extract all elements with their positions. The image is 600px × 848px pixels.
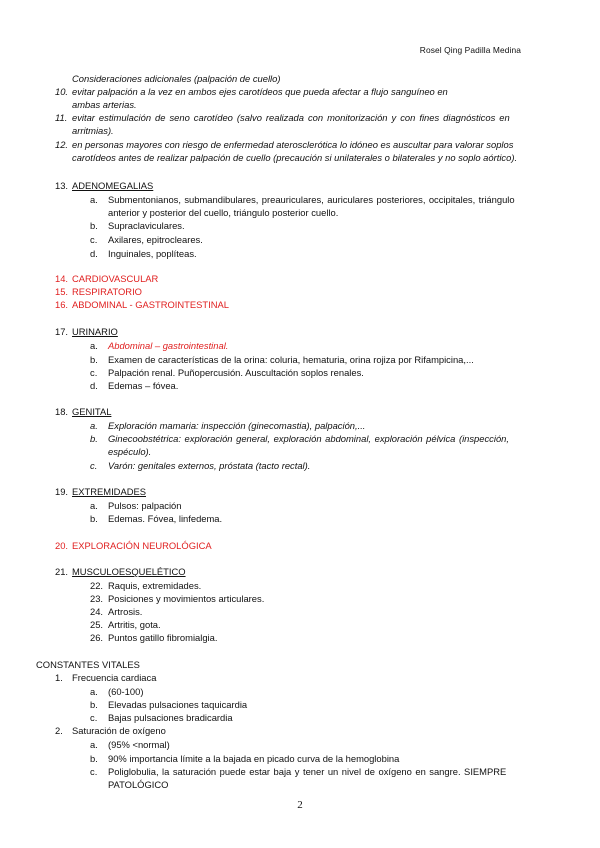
extremidades-b: Edemas. Fóvea, linfedema.	[108, 513, 223, 524]
item-letter: c.	[90, 460, 98, 471]
musculo-25: Artritis, gota.	[108, 619, 161, 630]
urinario-c: Palpación renal. Puñopercusión. Auscultación soplos renales.	[108, 367, 364, 378]
adenomegalias-a-line-1: Submentonianos, submandibulares, preauriculares, auriculares posteriores, occipitales, triángulo	[108, 194, 515, 205]
section-number: 19.	[55, 486, 69, 497]
section-number: 21.	[55, 566, 69, 577]
item-number: 26.	[90, 632, 104, 643]
sat-a: (95% <normal)	[108, 739, 170, 750]
sat-b: 90% importancia límite a la bajada en picado curva de la hemoglobina	[108, 753, 400, 764]
item-letter: b.	[90, 513, 98, 524]
fc-b: Elevadas pulsaciones taquicardia	[108, 699, 248, 710]
item-letter: c.	[90, 234, 98, 245]
section-title-neurologica: EXPLORACIÓN NEUROLÓGICA	[72, 540, 212, 551]
adenomegalias-c: Axilares, epitrocleares.	[108, 234, 203, 245]
item-number: 1.	[55, 672, 63, 683]
section-title-musculoesqueletico: MUSCULOESQUELÉTICO	[72, 566, 186, 577]
sat-c-line-2: PATOLÓGICO	[108, 779, 169, 790]
item-letter: a.	[90, 340, 98, 351]
item-letter: a.	[90, 500, 98, 511]
item-number: 23.	[90, 593, 104, 604]
item-10-line-2: ambas arterias.	[72, 99, 137, 110]
item-number: 10.	[55, 86, 69, 97]
urinario-d: Edemas – fóvea.	[108, 380, 179, 391]
item-10-line-1: evitar palpación a la vez en ambos ejes carotídeos que pueda afectar a flujo sanguíneo en	[72, 86, 448, 97]
item-12-line-1: en personas mayores con riesgo de enfermedad aterosclerótica lo idóneo es auscultar para valorar soplos	[72, 139, 514, 150]
item-letter: a.	[90, 194, 98, 205]
item-letter: b.	[90, 354, 98, 365]
constantes-title: CONSTANTES VITALES	[36, 659, 140, 670]
adenomegalias-b: Supraclaviculares.	[108, 220, 185, 231]
section-title-cardiovascular: CARDIOVASCULAR	[72, 273, 159, 284]
section-number: 17.	[55, 326, 69, 337]
item-letter: a.	[90, 686, 98, 697]
item-letter: c.	[90, 367, 98, 378]
item-letter: d.	[90, 380, 98, 391]
section-title-extremidades: EXTREMIDADES	[72, 486, 146, 497]
fc-c: Bajas pulsaciones bradicardia	[108, 712, 233, 723]
consideraciones-title: Consideraciones adicionales (palpación de cuello)	[72, 73, 281, 84]
item-letter: b.	[90, 220, 98, 231]
musculo-26: Puntos gatillo fibromialgia.	[108, 632, 218, 643]
sat-c-line-1: Poliglobulia, la saturación puede estar baja y tener un nivel de oxígeno en sangre. SIEMPRE	[108, 766, 507, 777]
item-letter: c.	[90, 766, 98, 777]
item-number: 25.	[90, 619, 104, 630]
musculo-24: Artrosis.	[108, 606, 143, 617]
item-letter: b.	[90, 699, 98, 710]
section-number: 14.	[55, 273, 69, 284]
item-letter: b.	[90, 753, 98, 764]
adenomegalias-d: Inguinales, poplíteas.	[108, 248, 197, 259]
page-number: 2	[297, 799, 303, 811]
list-item-10	[55, 86, 68, 98]
item-letter: a.	[90, 420, 98, 431]
extremidades-a: Pulsos: palpación	[108, 500, 182, 511]
item-number: 12.	[55, 139, 69, 150]
section-title-abdominal: ABDOMINAL - GASTROINTESTINAL	[72, 299, 229, 310]
fc-title: Frecuencia cardiaca	[72, 672, 157, 683]
genital-c: Varón: genitales externos, próstata (tacto rectal).	[108, 460, 311, 471]
section-number: 18.	[55, 406, 69, 417]
musculo-22: Raquis, extremidades.	[108, 580, 202, 591]
section-title-respiratorio: RESPIRATORIO	[72, 286, 142, 297]
section-title-genital: GENITAL	[72, 406, 112, 417]
section-title-urinario: URINARIO	[72, 326, 118, 337]
genital-a: Exploración mamaria: inspección (ginecomastia), palpación,...	[108, 420, 366, 431]
item-letter: b.	[90, 433, 98, 444]
section-number: 16.	[55, 299, 69, 310]
item-number: 22.	[90, 580, 104, 591]
item-12-line-2: carotídeos antes de realizar palpación de cuello (precaución si unilaterales o bilaterales y no soplo aórtico).	[72, 152, 518, 163]
urinario-b: Examen de características de la orina: coluria, hematuria, orina rojiza por Rifampicina,...	[108, 354, 474, 365]
item-letter: d.	[90, 248, 98, 259]
adenomegalias-a-line-2: anterior y posterior del cuello, triángulo posterior cuello.	[108, 207, 339, 218]
item-number: 2.	[55, 725, 63, 736]
genital-b-line-1: Ginecoobstétrica: exploración general, exploración abdominal, exploración pélvica (inspección,	[108, 433, 509, 444]
section-title-adenomegalias: ADENOMEGALIAS	[72, 180, 154, 191]
item-letter: a.	[90, 739, 98, 750]
section-number: 15.	[55, 286, 69, 297]
musculo-23: Posiciones y movimientos articulares.	[108, 593, 265, 604]
fc-a: (60-100)	[108, 686, 144, 697]
section-number: 20.	[55, 540, 69, 551]
item-letter: c.	[90, 712, 98, 723]
header-author: Rosel Qing Padilla Medina	[419, 45, 521, 55]
section-number: 13.	[55, 180, 69, 191]
sat-title: Saturación de oxígeno	[72, 725, 166, 736]
item-number: 11.	[55, 112, 68, 123]
urinario-a: Abdominal – gastrointestinal.	[108, 340, 229, 351]
item-11-line-2: arritmias).	[72, 125, 114, 136]
item-11-line-1: evitar estimulación de seno carotídeo (salvo realizada con monitorización y con fines diagnósticos en	[72, 112, 510, 123]
item-number: 24.	[90, 606, 104, 617]
genital-b-line-2: espéculo).	[108, 446, 152, 457]
